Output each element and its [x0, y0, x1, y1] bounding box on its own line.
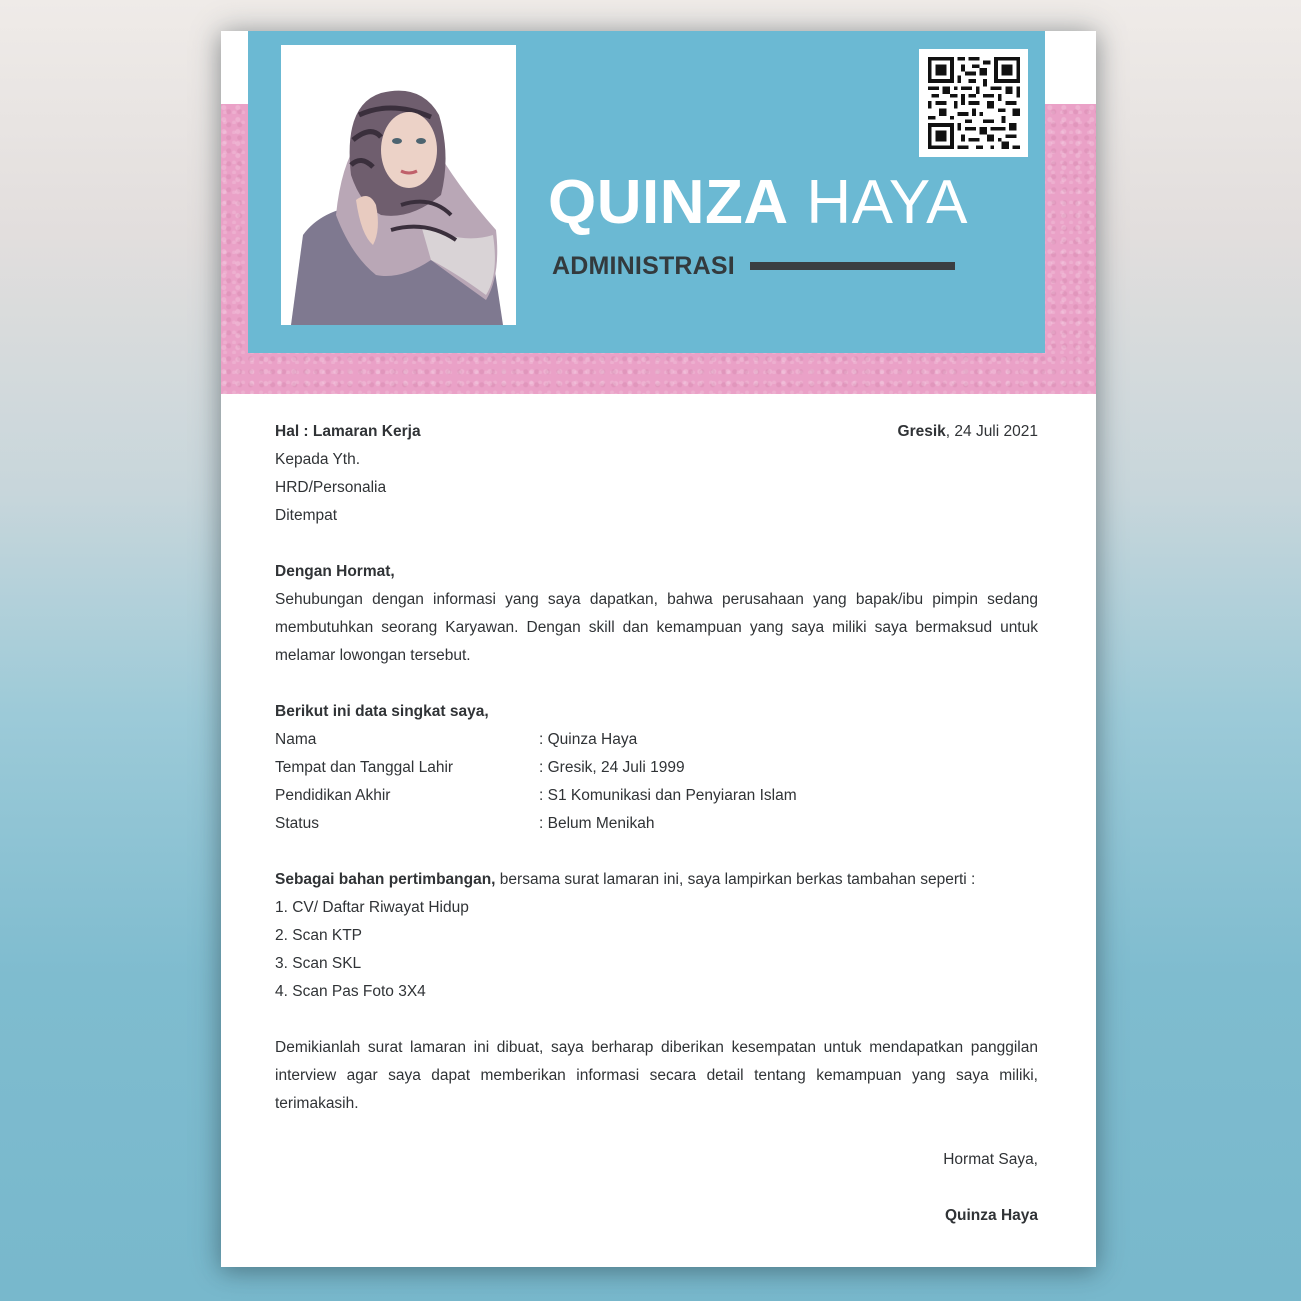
attachment-item: 4. Scan Pas Foto 3X4: [275, 983, 426, 1000]
sign-off: Hormat Saya,: [943, 1151, 1038, 1168]
attachment-item: 1. CV/ Daftar Riwayat Hidup: [275, 899, 469, 916]
date: , 24 Juli 2021: [945, 423, 1038, 440]
data-heading: Berikut ini data singkat saya,: [275, 703, 489, 720]
job-role: ADMINISTRASI: [552, 252, 735, 280]
qr-code-icon: [928, 57, 1020, 149]
last-name: HAYA: [806, 168, 969, 237]
applicant-name: [548, 167, 968, 239]
recipient-line: Ditempat: [275, 507, 338, 524]
data-label: Pendidikan Akhir: [275, 787, 391, 804]
data-value: : Quinza Haya: [539, 731, 638, 748]
data-row: [275, 754, 1038, 782]
place-date: [898, 418, 1038, 446]
first-name: QUINZA: [548, 168, 789, 237]
data-label: Tempat dan Tanggal Lahir: [275, 759, 454, 776]
intro-paragraph: Sehubungan dengan informasi yang saya dapatkan, bahwa perusahaan yang bapak/ibu pimpin sedang membutuhkan seorang Karyawan. Dengan skill dan kemampuan yang saya miliki saya bermaksud untuk melamar lowongan tersebut.: [275, 591, 1038, 664]
data-value: : Belum Menikah: [539, 815, 655, 832]
data-row: [275, 726, 1038, 754]
attachment-item: 3. Scan SKL: [275, 955, 362, 972]
letter-page: [221, 31, 1096, 1267]
data-value: : S1 Komunikasi dan Penyiaran Islam: [539, 787, 797, 804]
profile-photo: [281, 45, 516, 325]
header-panel: [248, 31, 1045, 353]
attachment-item: 2. Scan KTP: [275, 927, 363, 944]
attachments-lead-bold: Sebagai bahan pertimbangan,: [275, 871, 496, 888]
recipient-line: Kepada Yth.: [275, 451, 361, 468]
greeting: Dengan Hormat,: [275, 563, 395, 580]
closing-paragraph: Demikianlah surat lamaran ini dibuat, saya berharap diberikan kesempatan untuk mendapatkan panggilan interview agar saya dapat memberikan informasi secara detail tentang kemampuan yang saya miliki, terimakasih.: [275, 1039, 1038, 1112]
qr-code: [919, 49, 1028, 157]
data-value: : Gresik, 24 Juli 1999: [539, 759, 685, 776]
data-label: Nama: [275, 731, 317, 748]
recipient-line: HRD/Personalia: [275, 479, 387, 496]
subject: Hal : Lamaran Kerja: [275, 423, 421, 440]
place: Gresik: [897, 423, 946, 440]
data-row: [275, 782, 1038, 810]
person-photo-icon: [281, 45, 516, 325]
signature: Quinza Haya: [944, 1207, 1038, 1224]
role-divider: [750, 262, 955, 270]
attachments-lead: [275, 866, 1038, 894]
subject-row: [275, 418, 1038, 446]
data-label: Status: [275, 815, 319, 832]
attachments-lead-text: bersama surat lamaran ini, saya lampirkan berkas tambahan seperti :: [495, 871, 976, 888]
letter-body: [275, 418, 1038, 1230]
data-row: [275, 810, 1038, 838]
